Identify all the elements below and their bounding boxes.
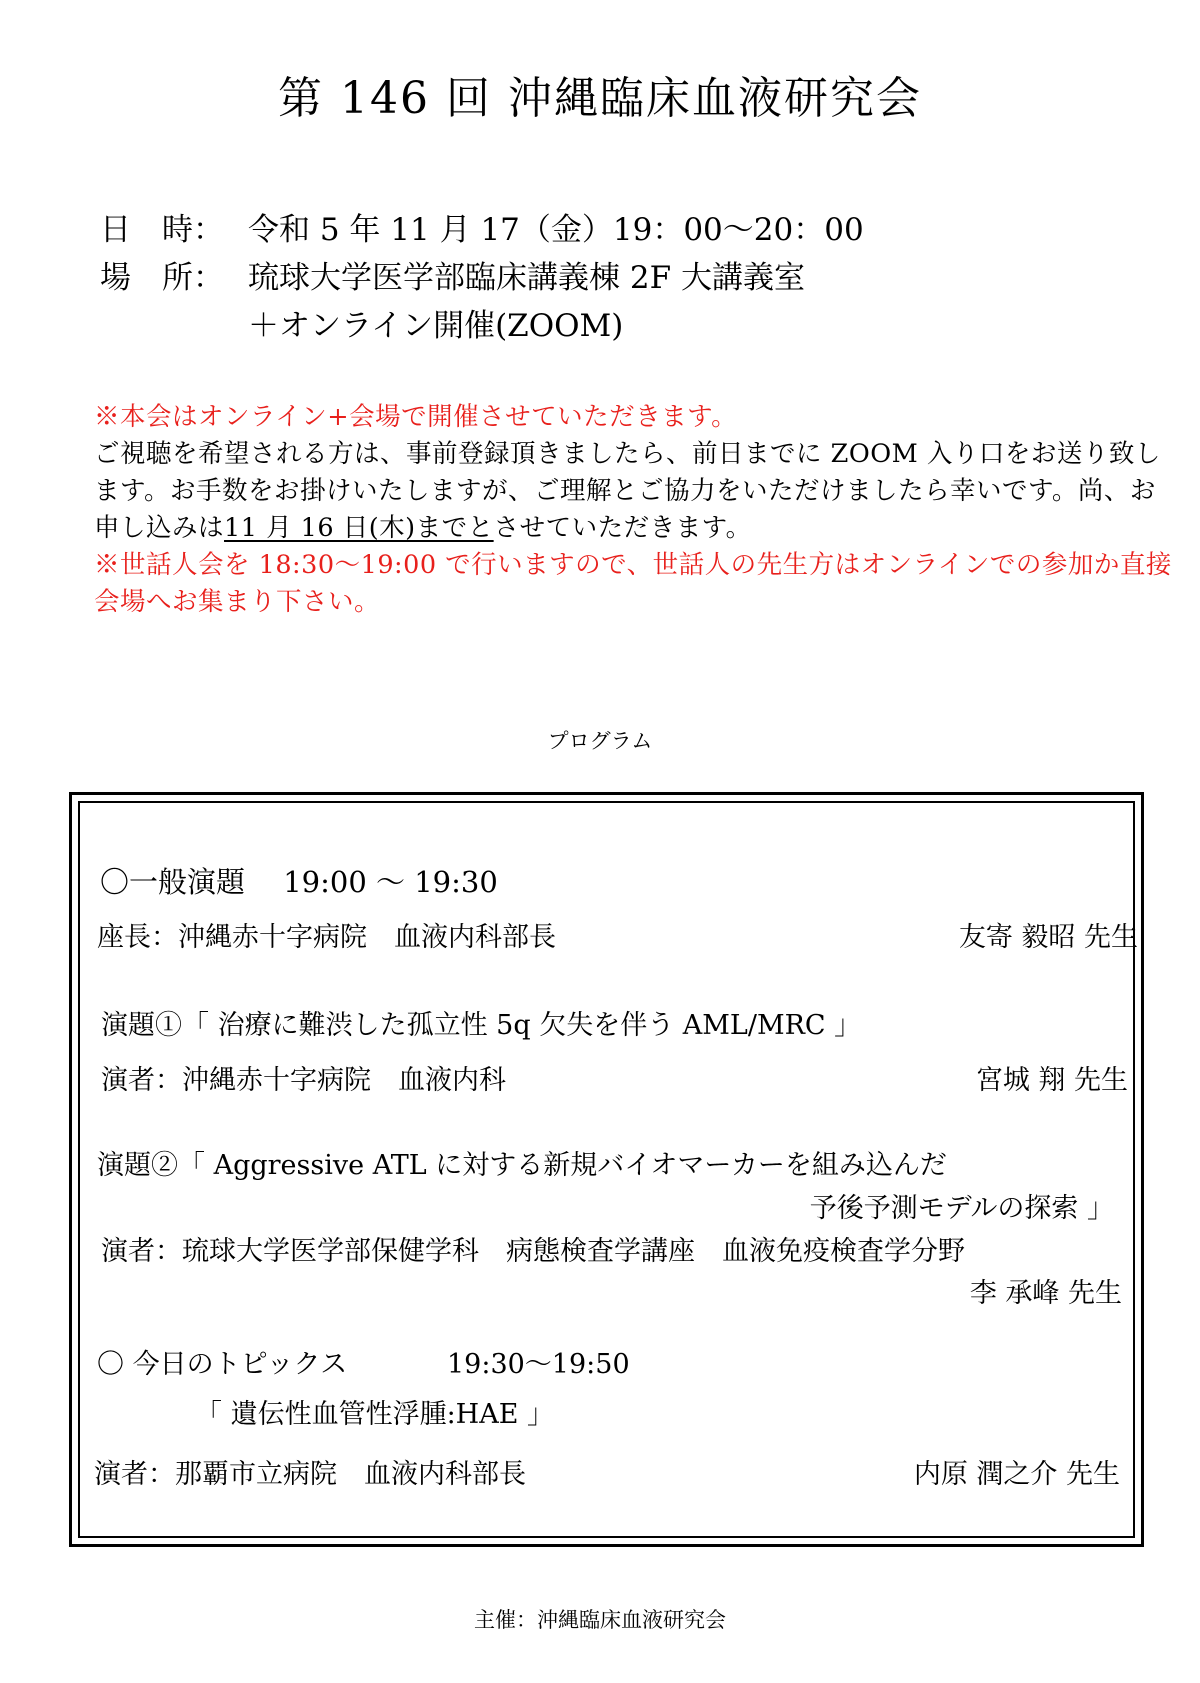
talk2-speaker-name: 李 承峰 先生: [969, 1278, 1122, 1309]
notice-body: [94, 436, 1174, 547]
notice-deadline: 11 月 16 日(木)までと: [224, 513, 494, 543]
topic-speaker-affiliation: 演者：那覇市立病院 血液内科部長: [94, 1459, 526, 1490]
session-topics-time: 19:30～19:50: [447, 1349, 630, 1380]
talk2-title-line2: 予後予測モデルの探索 」: [809, 1193, 1114, 1224]
notice-block: [94, 399, 1174, 621]
notice-online-note: ※本会はオンライン+会場で開催させていただきます。: [94, 402, 738, 432]
talk2-title-line1: 演題②「 Aggressive ATL に対する新規バイオマーカーを組み込んだ: [97, 1150, 947, 1181]
place-label: 場 所：: [100, 260, 224, 296]
organizer-footer: 主催：沖縄臨床血液研究会: [474, 1608, 726, 1632]
talk1-title: 演題①「 治療に難渋した孤立性 5q 欠失を伴う AML/MRC 」: [101, 1010, 862, 1041]
notice-committee-note: ※世話人会を 18:30～19:00 で行いますので、世話人の先生方はオンラインでの参加か直接会場へお集まり下さい。: [94, 550, 1172, 617]
place-value: 琉球大学医学部臨床講義棟 2F 大講義室: [248, 260, 805, 296]
place-value-online: ＋オンライン開催(ZOOM): [248, 308, 624, 344]
talk1-speaker-affiliation: 演者：沖縄赤十字病院 血液内科: [101, 1065, 506, 1096]
talk1-speaker-name: 宮城 翔 先生: [975, 1065, 1128, 1096]
notice-body-end: させていただきます。: [493, 513, 752, 543]
talk2-speaker-affiliation: 演者：琉球大学医学部保健学科 病態検査学講座 血液免疫検査学分野: [101, 1236, 965, 1267]
topic-speaker-name: 内原 潤之介 先生: [913, 1459, 1120, 1490]
program-heading: プログラム: [547, 729, 653, 753]
session-general-heading: 〇一般演題 19:00 ～ 19:30: [100, 865, 498, 899]
datetime-label: 日 時：: [100, 212, 224, 248]
notice-body-text: ご視聴を希望される方は、事前登録頂きましたら、前日までに ZOOM 入り口をお送り致します。お手数をお掛けいたしますが、ご理解とご協力をいただけましたら幸いです。尚、お申し込みは: [94, 439, 1161, 543]
topic-title: 「 遺伝性血管性浮腫:HAE 」: [195, 1399, 555, 1430]
place-row: [100, 252, 805, 297]
datetime-value: 令和 5 年 11 月 17（金）19：00～20：00: [248, 212, 864, 248]
session-topics-heading: 〇 今日のトピックス: [97, 1349, 348, 1380]
datetime-row: [100, 204, 864, 249]
chair-affiliation: 座長：沖縄赤十字病院 血液内科部長: [97, 922, 556, 953]
page-title: 第 146 回 沖縄臨床血液研究会: [278, 73, 922, 124]
chair-name: 友寄 毅昭 先生: [958, 922, 1138, 953]
